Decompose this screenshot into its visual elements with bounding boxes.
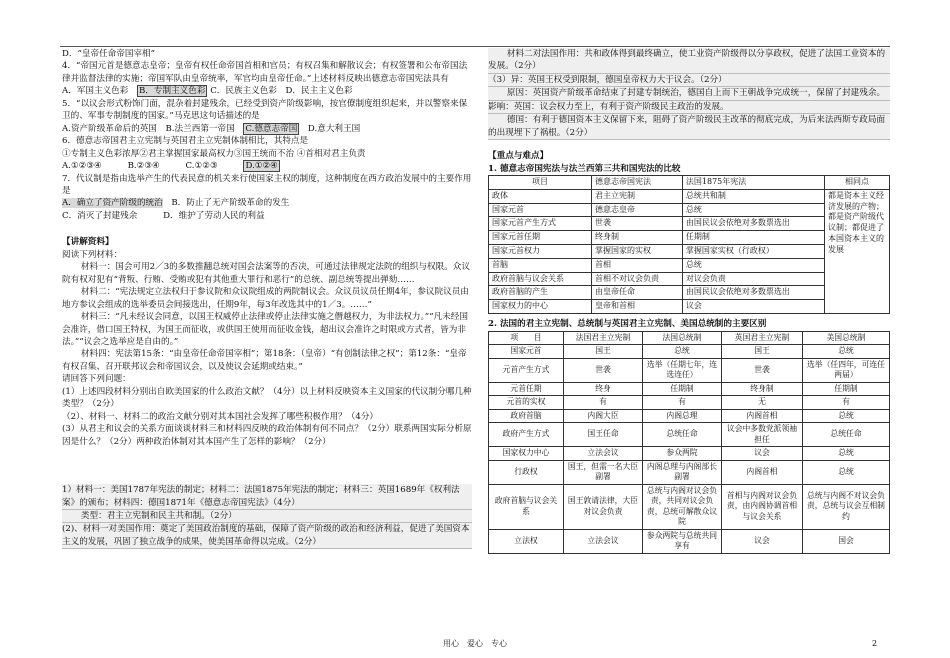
table-row: 元首产生方式 世袭 选举（任期七年，连选连任） 世袭 选举（任四年，可连任两届） xyxy=(489,358,890,382)
material-4: 材料四：宪法第15条：“由皇帝任命帝国宰相”；第18条：（皇帝）“有创制法律之权”；第12条：“皇帝有权召集、召开联邦议会和帝国议会，以及使议会延期或结束。” xyxy=(62,349,467,372)
material-2: 材料二：“宪法规定立法权归于参议院和众议院组成的两院制议会。众议员议员任期4年，参议院议员由地方参议会组成的选举委员会间接选出，任期9年，每3年改选其中的1／3。……” xyxy=(62,287,469,310)
right-column xyxy=(488,48,890,554)
header-rule xyxy=(60,46,890,47)
table-row: 国家元首权力 掌握国家的实权 掌握国家实权（行政权） xyxy=(489,245,890,259)
read-instruction: 阅读下列材料： xyxy=(62,249,123,260)
table-row: 国家权力的中心 皇帝和首相 议会 xyxy=(489,300,890,314)
ask-instruction: 请回答下列问题： xyxy=(62,374,131,385)
answer-3-difference: （3）异：英国王权受到限制，德国皇帝权力大于议会。（2分） xyxy=(488,74,890,87)
q5-stem: 5．“以议会形式粉饰门面，混杂着封建残余，已经受到资产阶级影响，按官僚制度组织起来，并以警察来保卫的、军事专制制度的国家。”马克思这句话描述的是 xyxy=(62,98,468,122)
table-row: 国家元首产生方式 世袭 由国民议会依绝对多数票选出 xyxy=(489,217,890,231)
table-row: 元首任期 终身 任期制 终身制 任期制 xyxy=(489,382,890,396)
q7-stem: 7．代议制是指由选举产生的代表民意的机关来行使国家主权的制度，这种制度在西方政治发展中的主要作用是 xyxy=(62,173,472,196)
q6-stem: 6．德意志帝国君主立宪制与英国君主立宪制体制相比，其特点是 xyxy=(62,136,309,147)
table1-constitution-comparison xyxy=(488,175,890,314)
table-row: 国家元首 国王 总统 国王 总统 xyxy=(489,345,890,359)
answer-3-impact-de: 德国：有利于德国资本主义保留下来，阻碍了资产阶级民主改革的彻底完成，为后来法西斯专政局面的出现埋下了祸根。（2分） xyxy=(488,114,890,140)
table-row: 政府首脑的产生 由皇帝任命 由国民议会依绝对多数票选出 xyxy=(489,286,890,300)
question-3: (3）从君主和议会的关系方面谈谈材料三和材料四反映的政治体制有何不同点？（2分）联系两国实际分析原因是什么？（2分）两种政治体制对其本国产生了怎样的影响？（2分） xyxy=(62,424,472,447)
table-row: 政府首脑与议会关系 首相不对议会负责 对议会负责 xyxy=(489,272,890,286)
answer-3-impact-uk: 影响：英国：议会权力至上，有利于资产阶级民主政治的发展。 xyxy=(488,101,890,114)
table-row: 政府首脑与议会关系 国王敦请法律，大臣对议会负责 总统与内阁对议会负责，共同对议会负责，总统可解散众议院 首相与内阁对议会负责，由内阁协调首相与议会关系 总统与内阁不对议会负责，总统与议会互相制约 xyxy=(489,484,890,529)
question-1: (1）上述四段材料分别出自欧美国家的什么政治文献？（4分）以上材料反映资本主义国家的代议制分哪几种类型？（2分） xyxy=(62,386,472,410)
page-footer: 用心 爱心 专心 xyxy=(443,639,507,648)
table-row: 国家权力中心 立法会议 参众两院 议会 总统 xyxy=(489,447,890,461)
table1-header: 项目 德意志帝国宪法 法国1875年宪法 相同点 xyxy=(489,176,890,190)
table2-title: 2. 法国的君主立宪制、总统制与英国君主立宪制、美国总统制的主要区别 xyxy=(488,319,767,330)
table-row: 国家元首任期 终身制 任期制 xyxy=(489,231,890,245)
q6-items: ①专制主义色彩浓厚②君主掌握国家最高权力③国王统而不治 ④首相对君主负责 xyxy=(62,148,366,159)
question-2: （2）、材料一、材料二的政治文献分别对其本国社会发挥了哪些积极作用？（4分） xyxy=(62,411,379,422)
q5-options: A.资产阶级革命后的英国 B.法兰西第一帝国 C.德意志帝国 D.意大利王国 xyxy=(62,123,361,134)
table-row: 政体 君主立宪制 总统共和制 都是资本主义经济发展的产物；都是资产阶级代议制；都促进了本国资本主义的发展 xyxy=(489,189,890,203)
table2-system-comparison xyxy=(488,331,890,554)
material-1: 材料一：国会可用2／3的多数推翻总统对国会法案等的否决，可通过法律规定法院的组织与权限。众议院有权对犯有“背叛、行贿、受贿或犯有其他重大罪行和恶行”的总统、副总统等提出弹劾…… xyxy=(62,262,470,285)
answer-2: (2)、材料一对美国作用：奠定了美国政治制度的基础，保障了资产阶级的政治和经济利益，促进了美国资本主义的发展，巩固了独立战争的成果，使美国革命得以完成。（2分） xyxy=(62,523,472,549)
q4-stem: 4．“帝国元首是德意志皇帝；皇帝有权任命帝国首相和官员；有权召集和解散议会；有权签署和公布帝国法律并监督法律的实施；帝国军队由皇帝统率，军官均由皇帝任命。”上述材料反映出德意志帝国宪法具有 xyxy=(62,61,468,84)
table-row: 国家元首 德意志皇帝 总统 xyxy=(489,203,890,217)
table-row: 元首的实权 有 有 无 有 xyxy=(489,396,890,410)
q7-options-row1: A．确立了资产阶级的统治 B．防止了无产阶级革命的发生 xyxy=(62,198,290,209)
section-title-key: 【重点与难点】 xyxy=(488,151,549,162)
page-number: 2 xyxy=(872,639,878,648)
table2-header: 项 目 法国君主立宪制 法国总统制 英国君主立宪制 美国总统制 xyxy=(489,331,890,345)
answer-2-france: 材料二对法国作用：共和政体得到最终确立，使工业资产阶级得以分享政权，促进了法国工业资本的发展。（2分） xyxy=(488,48,890,74)
answer-1-type: 类型：君主立宪制和民主共和制。（2分） xyxy=(62,510,472,523)
left-column xyxy=(62,48,472,549)
material-3: 材料三：“凡未经议会同意，以国王权威停止法律或停止法律实施之僭越权力，为非法权力。”“凡未经国会准许，借口国王特权，为国王而征收，或供国王使用而征收金钱，超出议会准许之时限或方式者，皆为非法。”“议会之选举应是自由的。” xyxy=(62,312,468,347)
answer-1: 1）材料一：美国1787年宪法的制定；材料二：法国1875年宪法的制定；材料三：英国1689年《权利法案》的颁布；材料四：德国1871年《德意志帝国宪法》（4分） xyxy=(62,484,472,510)
table-row: 政府首脑 内阁大臣 内阁总理 内阁首相 总统 xyxy=(489,409,890,423)
section-title-explain: 【讲解资料】 xyxy=(62,237,114,248)
table-row: 行政权 国王，但需一名大臣副署 内阁总理与内阁部长副署 内阁首相 总统 xyxy=(489,460,890,484)
q6-options: A.①②③④ B.②③④ C.①②③ D.①②④ xyxy=(62,161,278,172)
q7-options-row2: C．消灭了封建残余 D．维护了劳动人民的利益 xyxy=(62,210,265,221)
table-row: 立法权 立法会议 参众两院与总统共同享有 议会 国会 xyxy=(489,529,890,553)
q3-option-d: D．“皇帝任命帝国宰相” xyxy=(62,49,156,59)
table1-common-points: 都是资本主义经济发展的产物；都是资产阶级代议制；都促进了本国资本主义的发展 xyxy=(825,189,890,313)
q4-options: A．军国主义色彩 B．专制主义色彩 C．民族主义色彩 D．民主主义色彩 xyxy=(62,86,353,97)
answer-3-reason: 原因：英国资产阶级革命结束了封建专制统治，德国自上而下王朝战争完成统一，保留了封建残余。 xyxy=(488,87,890,100)
table-row: 首脑 首相 总统 xyxy=(489,258,890,272)
table1-title: 1. 德意志帝国宪法与法兰西第三共和国宪法的比较 xyxy=(488,163,681,174)
table-row: 政府产生方式 国王任命 总统任命 议会中多数党派领袖担任 总统任命 xyxy=(489,423,890,447)
